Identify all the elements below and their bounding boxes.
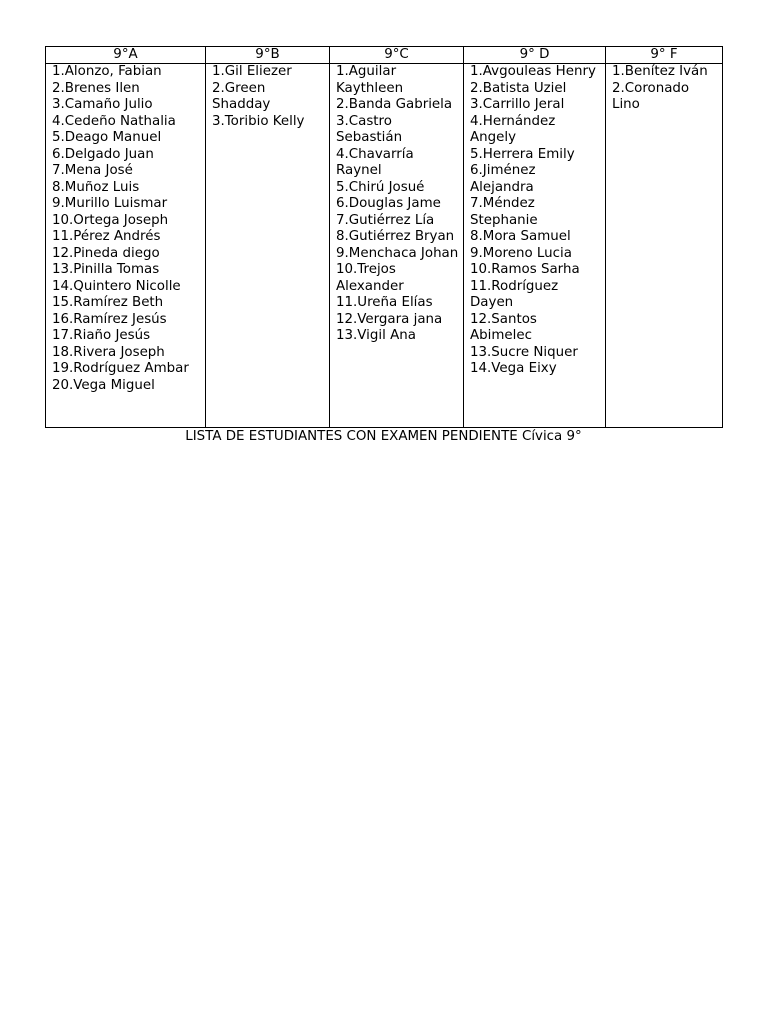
student-list-item: 11.Ureña Elías [336, 295, 433, 310]
student-list-item: 13.Pinilla Tomas [52, 262, 160, 277]
student-list-item: 3.Camaño Julio [52, 97, 153, 112]
student-list-item: 17.Riaño Jesús [52, 328, 151, 343]
student-list-item: 14.Quintero Nicolle [52, 278, 181, 294]
group-cell-9b [206, 64, 330, 428]
student-list-item: 10.Ortega Joseph [52, 212, 169, 228]
student-list-item: 3.Castro Sebastián [336, 113, 403, 145]
group-cell-9f [606, 64, 723, 428]
student-list-item: 5.Chirú Josué [336, 179, 425, 195]
student-list-item: 4.Chavarría Raynel [336, 146, 414, 178]
group-header-9d: 9° D [464, 47, 606, 64]
student-list-item: 5.Herrera Emily [470, 146, 575, 162]
student-list-item: 11.Pérez Andrés [52, 229, 161, 244]
student-list-item: 14.Vega Eixy [470, 361, 557, 376]
student-list-item: 15.Ramírez Beth [52, 295, 164, 310]
student-list-item: 2.Coronado Lino [612, 80, 690, 112]
student-list-9c [336, 64, 459, 345]
student-list-item: 11.Rodríguez Dayen [470, 278, 559, 310]
student-list-item: 2.Brenes Ilen [52, 80, 140, 96]
student-list-item: 18.Rivera Joseph [52, 344, 165, 360]
group-cell-9c [330, 64, 464, 428]
student-list-item: 12.Santos Abimelec [470, 311, 537, 343]
document-caption: LISTA DE ESTUDIANTES CON EXAMEN PENDIENTE Cívica 9° [185, 429, 582, 444]
student-list-item: 1.Alonzo, Fabian [52, 64, 162, 79]
student-list-item: 10.Trejos Alexander [336, 262, 404, 294]
student-list-item: 16.Ramírez Jesús [52, 311, 167, 327]
student-list-item: 12.Pineda diego [52, 245, 160, 261]
student-list-item: 1.Benítez Iván [612, 64, 708, 79]
student-list-item: 2.Green Shadday [212, 80, 271, 112]
table-body-row [46, 64, 723, 428]
student-list-item: 2.Banda Gabriela [336, 97, 453, 112]
student-list-item: 3.Carrillo Jeral [470, 97, 565, 112]
student-list-item: 9.Murillo Luismar [52, 196, 168, 211]
group-cell-9d [464, 64, 606, 428]
student-list-item: 3.Toribio Kelly [212, 113, 305, 129]
student-list-item: 13.Vigil Ana [336, 328, 416, 343]
student-list-item: 6.Douglas Jame [336, 196, 441, 211]
student-list-item: 7.Mena José [52, 163, 133, 178]
student-list-item: 6.Jiménez Alejandra [470, 163, 536, 195]
table-header-row [46, 47, 723, 64]
student-list-item: 4.Hernández Angely [470, 113, 556, 145]
student-list-9f [612, 64, 718, 114]
student-list-item: 8.Gutiérrez Bryan [336, 229, 455, 244]
student-list-item: 5.Deago Manuel [52, 130, 162, 145]
student-roster-table [45, 46, 723, 428]
student-list-item: 6.Delgado Juan [52, 146, 154, 162]
student-list-item: 1.Aguilar Kaythleen [336, 64, 404, 96]
group-header-9a: 9°A [46, 47, 206, 64]
student-list-item: 10.Ramos Sarha [470, 262, 580, 277]
student-list-item: 9.Moreno Lucia [470, 245, 572, 261]
student-list-item: 8.Mora Samuel [470, 229, 571, 244]
student-list-item: 20.Vega Miguel [52, 377, 155, 393]
student-list-item: 13.Sucre Niquer [470, 344, 578, 360]
student-list-9b [212, 64, 325, 130]
student-list-item: 7.Méndez Stephanie [470, 196, 538, 228]
group-header-9c: 9°C [330, 47, 464, 64]
student-list-item: 19.Rodríguez Ambar [52, 361, 189, 376]
student-list-item: 1.Gil Eliezer [212, 64, 292, 79]
group-cell-9a [46, 64, 206, 428]
student-list-item: 1.Avgouleas Henry [470, 64, 596, 79]
student-list-item: 8.Muñoz Luis [52, 179, 140, 195]
group-header-9b: 9°B [206, 47, 330, 64]
student-list-item: 9.Menchaca Johan [336, 245, 459, 261]
student-list-item: 7.Gutiérrez Lía [336, 212, 435, 228]
student-list-item: 12.Vergara jana [336, 311, 443, 327]
student-list-item: 4.Cedeño Nathalia [52, 113, 176, 129]
student-list-9d [470, 64, 601, 378]
group-header-9f: 9° F [606, 47, 723, 64]
student-list-9a [52, 64, 201, 394]
student-list-item: 2.Batista Uziel [470, 80, 567, 96]
